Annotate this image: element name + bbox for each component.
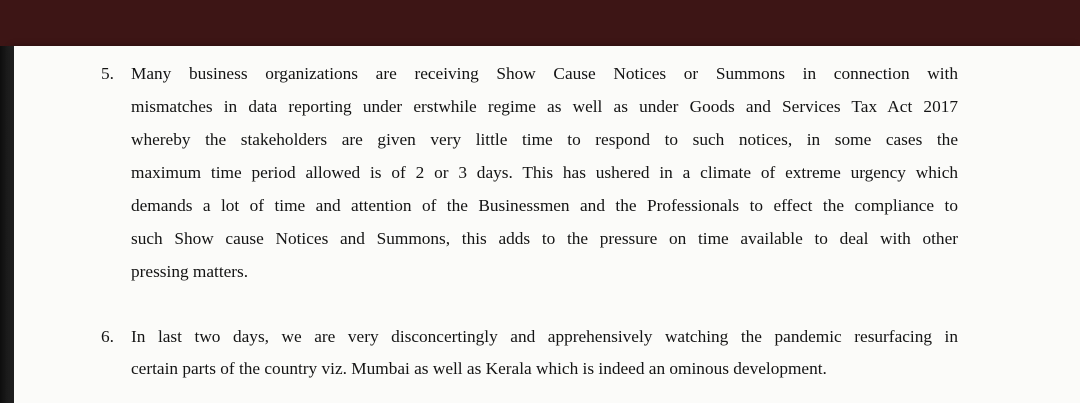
paragraph-line: whereby the stakeholders are given very little time to respond to such notices, in some cases the [131, 130, 958, 149]
paragraph-line: certain parts of the country viz. Mumbai as well as Kerala which is indeed an ominous development. [131, 359, 827, 378]
paragraph-line: mismatches in data reporting under erstwhile regime as well as under Goods and Services Tax Act 2017 [131, 97, 958, 116]
paragraph-line: maximum time period allowed is of 2 or 3 days. This has ushered in a climate of extreme urgency which [131, 163, 958, 182]
viewer-top-bar [0, 0, 1080, 46]
paragraph-line: pressing matters. [131, 262, 249, 281]
paragraph-line: In last two days, we are very disconcertingly and apprehensively watching the pandemic resurfacing in [131, 327, 958, 346]
paragraph-number: 6. [101, 327, 114, 346]
viewer-left-gutter [0, 46, 14, 403]
paragraph-line: demands a lot of time and attention of the Businessmen and the Professionals to effect the compliance to [131, 196, 958, 215]
paragraph-line: such Show cause Notices and Summons, this adds to the pressure on time available to deal with other [131, 229, 958, 248]
paragraph-number: 5. [101, 64, 114, 83]
paragraph-line: Many business organizations are receiving Show Cause Notices or Summons in connection with [131, 64, 958, 83]
